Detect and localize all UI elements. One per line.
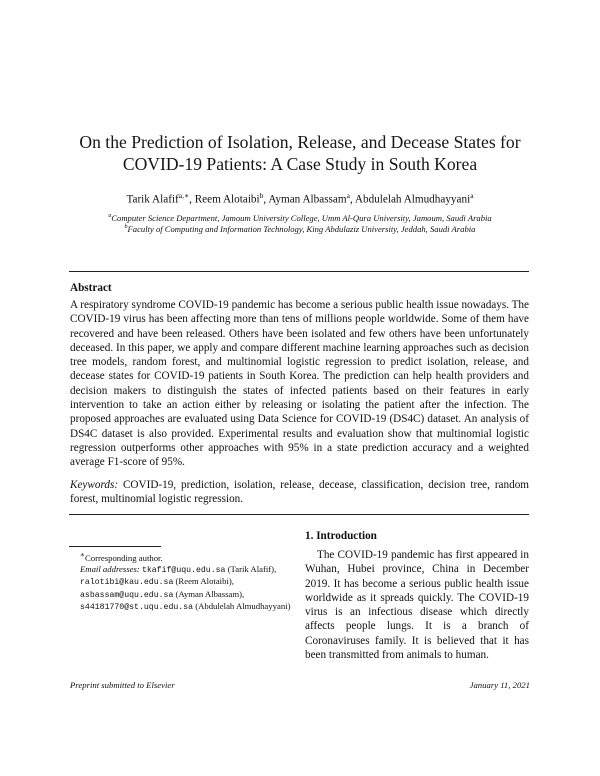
affiliation-mark: b — [124, 224, 128, 230]
author-name: Tarik Alafif — [126, 193, 179, 206]
corresponding-author-note — [70, 550, 292, 564]
author-name: Ayman Albassam — [268, 193, 347, 206]
footnote-rule — [69, 546, 161, 547]
footer-date: January 11, 2021 — [469, 680, 530, 690]
keywords-text: COVID-19, prediction, isolation, release, decease, classification, decision tree, random forest, multinomial logistic regression. — [70, 479, 529, 506]
email-owner: (Tarik Alafif), — [225, 564, 277, 575]
introduction-body: The COVID-19 pandemic has first appeared in Wuhan, Hubei province, China in December 2019. It has become a serious public health issue worldwide as it spreads quickly. The COVID-19 virus is an infectious disease which directly affects people lungs. It is a branch of Coronaviruses family. It is believed that it has been transmitted from animals to human. — [305, 549, 529, 662]
abstract-body: A respiratory syndrome COVID-19 pandemic has become a serious public health issue nowadays. The COVID-19 virus has been affecting more than tens of millions people worldwide. Some of them have recovered and have been released. Others have been isolated and few others have been unfortunately deceased. In this paper, we apply and compare different machine learning approaches such as decision tree models, random forest, and multinomial logistic regression to predict isolation, release, and decease states for COVID-19 patients in South Korea. The prediction can help health providers and decision makers to distinguish the states of infected patients based on their features in early intervention to take an action either by releasing or isolating the patient after the infection. The proposed approaches are evaluated using Data Science for COVID-19 (DS4C) dataset. An analysis of DS4C dataset is also provided. Experimental results and evaluation show that multinomial logistic regression outperforms other approaches with 95% in a state prediction accuracy and a weighted average F1-score of 95%. — [70, 299, 529, 469]
author-name: Abdulelah Almudhayyani — [354, 193, 471, 206]
corresponding-text: Corresponding author. — [84, 552, 163, 563]
author-affil-mark: a — [470, 191, 474, 200]
author-affil-mark: a,∗ — [178, 191, 190, 200]
abstract-heading: Abstract — [70, 282, 112, 294]
email-owner: (Reem Alotaibi), — [173, 576, 234, 587]
paper-title — [60, 131, 540, 175]
keywords-label: Keywords: — [70, 479, 119, 491]
abstract-bottom-rule — [69, 514, 529, 515]
footer-preprint: Preprint submitted to Elsevier — [70, 680, 175, 690]
keywords — [70, 478, 529, 507]
introduction-heading: 1. Introduction — [305, 530, 377, 542]
email-link[interactable]: s44181770@st.uqu.edu.sa — [80, 602, 194, 612]
affiliation-mark: a — [108, 213, 112, 219]
abstract-top-rule — [69, 271, 529, 272]
email-label: Email addresses: — [80, 564, 140, 575]
affiliation-b — [40, 222, 560, 235]
author-affil-mark: b — [259, 191, 264, 200]
affiliation-text: Faculty of Computing and Information Technology, King Abdulaziz University, Jeddah, Saudi Arabia — [127, 223, 476, 234]
email-addresses — [70, 564, 292, 613]
email-link[interactable]: ralotibi@kau.edu.sa — [80, 578, 174, 588]
corresponding-mark: ∗ — [80, 551, 85, 559]
affiliation-text: Computer Science Department, Jamoum University College, Umm Al-Qura University, Jamoum, Saudi Arabia — [111, 212, 492, 223]
title-line-1: On the Prediction of Isolation, Release, and Decease States for — [79, 132, 521, 152]
footnotes — [70, 550, 292, 613]
email-link[interactable]: tkafif@uqu.edu.sa — [141, 566, 226, 576]
email-link[interactable]: asbassam@uqu.edu.sa — [80, 590, 174, 600]
author-affil-mark: a — [346, 191, 350, 200]
email-owner: (Ayman Albassam), — [173, 588, 245, 599]
author-list: Tarik Alafif$^{a,∗}$, Reem Alotaibi$^b$, Ayman Albassam$^a$, Abdulelah Almudhayyani$^a$ — [126, 191, 474, 206]
email-owner: (Abdulelah Almudhayyani) — [193, 600, 291, 611]
author-name: Reem Alotaibi — [194, 193, 260, 206]
title-line-2: COVID-19 Patients: A Case Study in South Korea — [122, 154, 478, 174]
